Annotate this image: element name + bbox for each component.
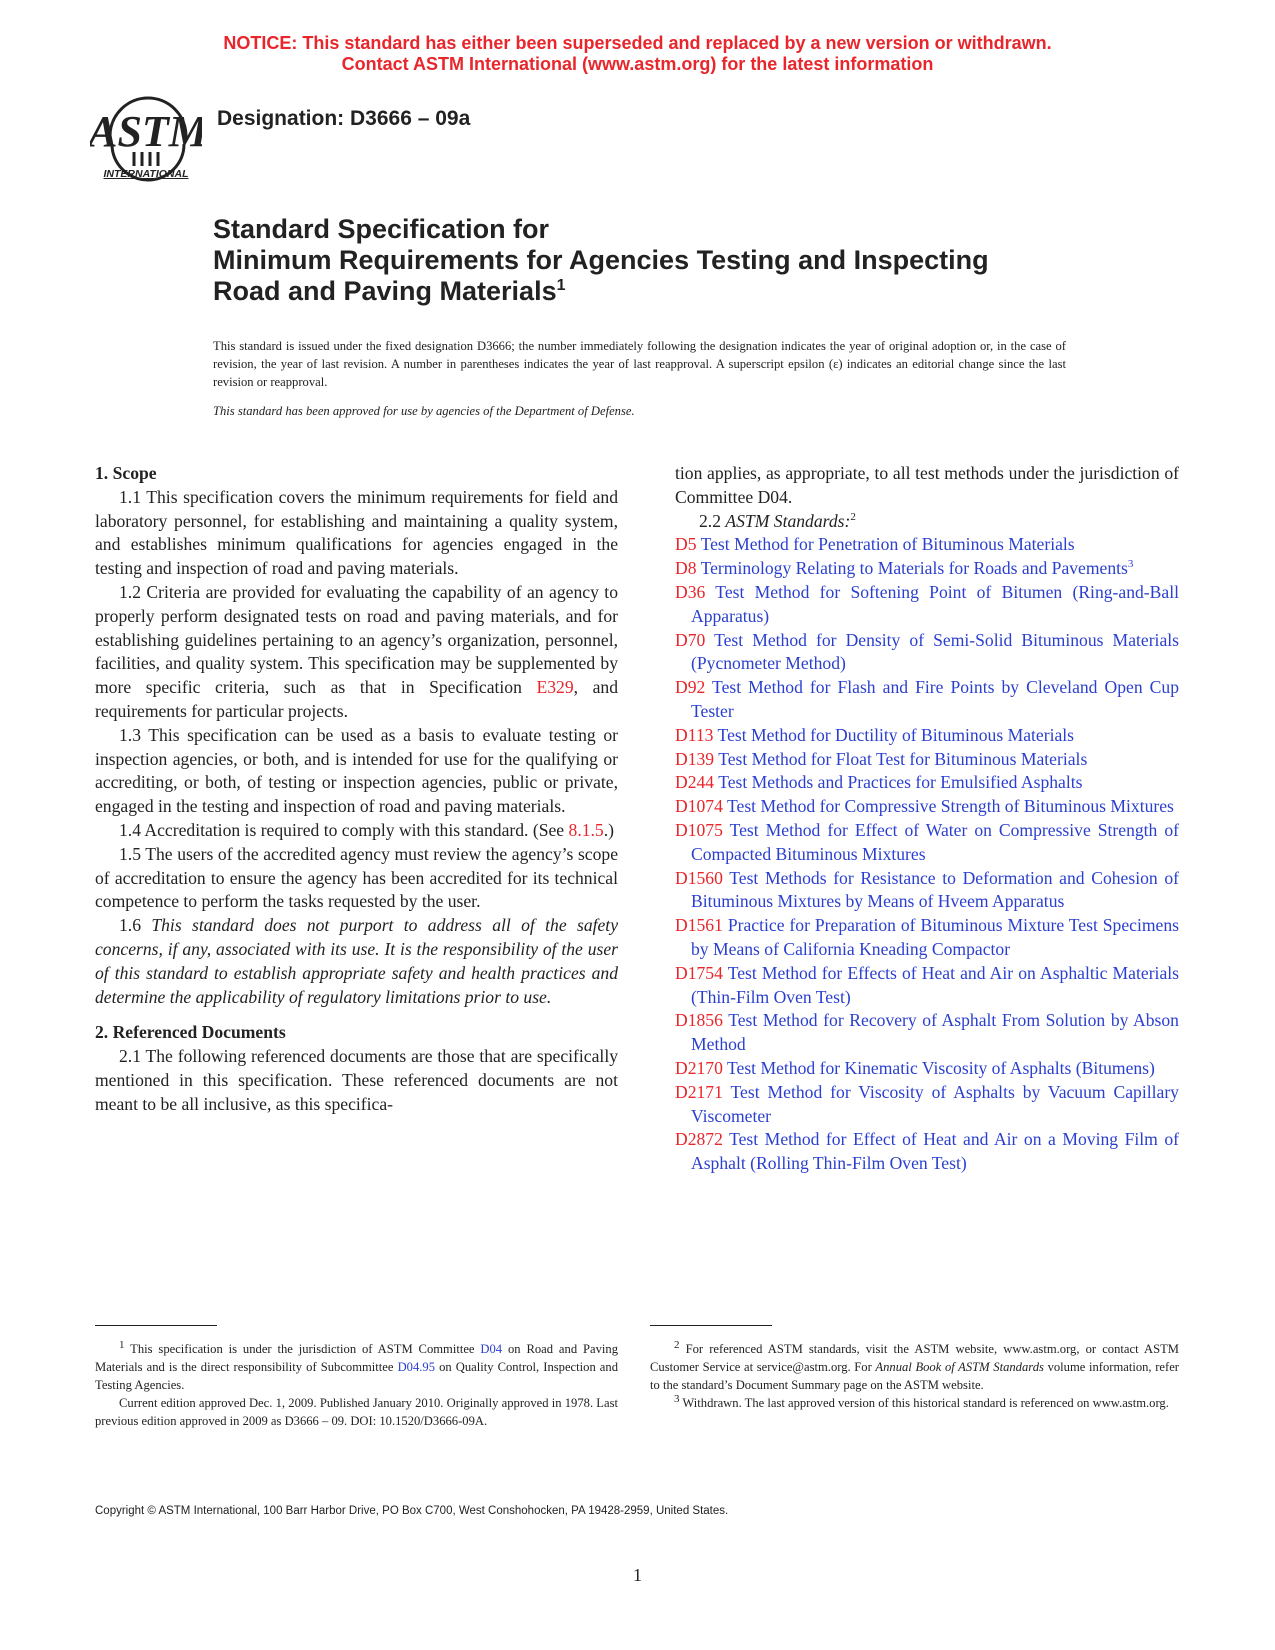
footnote-1	[95, 1340, 618, 1394]
link-8-1-5[interactable]: 8.1.5	[568, 819, 604, 840]
scope-1-1: 1.1 This specification covers the minimum requirements for field and laboratory personnel, for establishing and maintaining a quality system, and establishes minimum qualifications for agencies engaged in the testing and inspection of road and paving materials.	[95, 486, 618, 579]
reference-title-link[interactable]: Test Methods for Resistance to Deformation and Cohesion of Bituminous Mixtures by Means of Hveem Apparatus	[691, 867, 1179, 912]
logo-international-text: INTERNATIONAL	[103, 168, 189, 180]
reference-code-link[interactable]: D5	[675, 534, 697, 555]
footnote-2-mark: 2	[674, 1338, 680, 1351]
scope-1-4	[95, 819, 618, 843]
link-e329[interactable]: E329	[536, 677, 574, 698]
footnote-3-text: Withdrawn. The last approved version of this historical standard is referenced on www.astm.org.	[679, 1396, 1169, 1410]
link-subcommittee-d04-95[interactable]: D04.95	[397, 1360, 435, 1374]
footnote-1-edition: Current edition approved Dec. 1, 2009. Published January 2010. Originally approved in 1978. Last previous edition approved in 2009 as D3666 – 09. DOI: 10.1520/D3666-09A.	[95, 1396, 618, 1428]
footnote-divider-left	[95, 1325, 217, 1326]
reference-title-link[interactable]: Test Methods and Practices for Emulsified Asphalts	[718, 772, 1083, 793]
dod-approval-note: This standard has been approved for use by agencies of the Department of Defense.	[213, 404, 635, 418]
reference-item	[675, 819, 1179, 867]
reference-title-link[interactable]: Test Method for Recovery of Asphalt From Solution by Abson Method	[691, 1010, 1179, 1055]
reference-title-link[interactable]: Test Method for Penetration of Bituminous Materials	[700, 534, 1075, 555]
footnote-1-text-c: on Quality Control, Inspection and Testing Agencies.	[95, 1360, 618, 1392]
reference-title-link[interactable]: Test Method for Softening Point of Bitumen (Ring-and-Ball Apparatus)	[691, 581, 1179, 626]
scope-1-4-text-a: 1.4 Accreditation is required to comply with this standard. (See	[119, 819, 569, 840]
reference-title-link[interactable]: Test Method for Ductility of Bituminous Materials	[717, 724, 1075, 745]
reference-title-link[interactable]: Terminology Relating to Materials for Roads and Pavements	[700, 558, 1128, 579]
reference-title-link[interactable]: Test Method for Kinematic Viscosity of Asphalts (Bitumens)	[727, 1057, 1155, 1078]
title-line-3-text: Road and Paving Materials	[213, 276, 557, 306]
reference-item	[675, 629, 1179, 677]
designation: Designation: D3666 – 09a	[217, 107, 471, 130]
reference-code-link[interactable]: D36	[675, 581, 706, 602]
referenced-standards-list	[675, 533, 1179, 1176]
astm-standards-num: 2.2	[699, 510, 726, 531]
scope-1-5: 1.5 The users of the accredited agency must review the agency’s scope of accreditation to ensure the agency has been accredited for its technical competence to perform the tasks requested by the user.	[95, 843, 618, 912]
svg-text:ASTM: ASTM	[90, 107, 202, 156]
footnote-3-mark: 3	[674, 1392, 680, 1405]
astm-logo-icon	[90, 82, 202, 182]
reference-item	[675, 533, 1179, 557]
footnote-2	[650, 1340, 1179, 1394]
reference-title-link[interactable]: Test Method for Effect of Heat and Air on a Moving Film of Asphalt (Rolling Thin-Film Oven Test)	[691, 1129, 1179, 1174]
astm-standards-text: ASTM Standards:	[725, 510, 851, 531]
scope-1-6-safety-text: This standard does not purport to address all of the safety concerns, if any, associated with its use. It is the responsibility of the user of this standard to establish appropriate safety and health practices and determine the applicability of regulatory limitations prior to use.	[95, 915, 619, 1007]
reference-code-link[interactable]: D2171	[675, 1081, 723, 1102]
reference-title-link[interactable]: Test Method for Compressive Strength of Bituminous Mixtures	[727, 796, 1174, 817]
footnote-1-mark: 1	[119, 1338, 125, 1351]
reference-code-link[interactable]: D2872	[675, 1129, 723, 1150]
reference-title-link[interactable]: Test Method for Float Test for Bituminous Materials	[718, 748, 1088, 769]
footnote-2-text-b: volume information, refer to the standard’s Document Summary page on the ASTM website.	[650, 1360, 1179, 1392]
reference-code-link[interactable]: D139	[675, 748, 715, 769]
page-number: 1	[633, 1565, 642, 1585]
scope-1-2-text-a: 1.2 Criteria are provided for evaluating the capability of an agency to properly perform designated tests on road and paving materials, and for establishing guidelines pertaining to an agency’s organization, personnel, facilities, and quality system. This specification may be supplemented by more specific criteria, such as that in Specification	[95, 581, 618, 698]
reference-item	[675, 676, 1179, 724]
reference-code-link[interactable]: D92	[675, 677, 706, 698]
title-line-1: Standard Specification for	[213, 214, 550, 244]
notice-line-2: Contact ASTM International (www.astm.org) for the latest information	[341, 54, 934, 74]
scope-1-2-text-b: , and requirements for particular projects.	[95, 677, 619, 721]
footnotes-left	[95, 1340, 618, 1430]
reference-title-link[interactable]: Test Method for Density of Semi-Solid Bituminous Materials (Pycnometer Method)	[691, 629, 1179, 674]
reference-title-link[interactable]: Test Method for Viscosity of Asphalts by Vacuum Capillary Viscometer	[691, 1081, 1179, 1126]
reference-item	[675, 914, 1179, 962]
reference-code-link[interactable]: D1856	[675, 1010, 723, 1031]
scope-1-2	[95, 581, 618, 724]
reference-item	[675, 867, 1179, 915]
footnote-2-italic: Annual Book of ASTM Standards	[875, 1360, 1044, 1374]
reference-code-link[interactable]: D8	[675, 558, 697, 579]
footnote-1-text-a: This specification is under the jurisdiction of ASTM Committee	[124, 1342, 481, 1356]
title-footnote-mark[interactable]: 1	[556, 277, 566, 294]
reference-item	[675, 1057, 1179, 1081]
reference-item	[675, 1009, 1179, 1057]
reference-title-link[interactable]: Test Method for Effect of Water on Compressive Strength of Compacted Bituminous Mixtures	[691, 819, 1179, 864]
astm-standards-label	[675, 510, 1179, 534]
superseded-notice	[0, 33, 1275, 75]
scope-1-6	[95, 914, 618, 1009]
footnote-1-text-b: on Road and Paving Materials and is the direct responsibility of Subcommittee	[95, 1342, 618, 1374]
footnote-2-text-a: For referenced ASTM standards, visit the ASTM website, www.astm.org, or contact ASTM Customer Service at service@astm.org. For	[650, 1342, 1179, 1374]
reference-item	[675, 557, 1179, 581]
astm-logo-graphic	[90, 82, 202, 182]
link-committee-d04[interactable]: D04	[480, 1342, 503, 1356]
reference-item	[675, 1081, 1179, 1129]
reference-item	[675, 724, 1179, 748]
left-column	[95, 462, 618, 1117]
reference-footnote-mark[interactable]: 3	[1127, 558, 1134, 571]
reference-item	[675, 962, 1179, 1010]
reference-code-link[interactable]: D1075	[675, 819, 723, 840]
reference-title-link[interactable]: Practice for Preparation of Bituminous Mixture Test Specimens by Means of California Kneading Compactor	[691, 915, 1180, 959]
reference-code-link[interactable]: D1754	[675, 962, 723, 983]
reference-item	[675, 748, 1179, 772]
reference-title-link[interactable]: Test Method for Effects of Heat and Air on Asphaltic Materials (Thin-Film Oven Test)	[691, 962, 1179, 1007]
reference-code-link[interactable]: D113	[675, 724, 714, 745]
reference-title-link[interactable]: Test Method for Flash and Fire Points by Cleveland Open Cup Tester	[691, 677, 1179, 721]
footnote-divider-right	[650, 1325, 772, 1326]
reference-code-link[interactable]: D1074	[675, 796, 723, 817]
reference-code-link[interactable]: D244	[675, 772, 715, 793]
reference-code-link[interactable]: D70	[675, 629, 706, 650]
reference-item	[675, 795, 1179, 819]
referenced-documents-heading: 2. Referenced Documents	[95, 1022, 286, 1043]
referenced-2-1-part-2: tion applies, as appropriate, to all test methods under the jurisdiction of Committee D04.	[675, 463, 1179, 507]
reference-code-link[interactable]: D1561	[675, 915, 723, 936]
document-title	[213, 214, 1113, 307]
copyright-line: Copyright © ASTM International, 100 Barr Harbor Drive, PO Box C700, West Conshohocken, PA 19428-2959, United States.	[95, 1505, 729, 1517]
astm-standards-footnote-mark[interactable]: 2	[850, 510, 856, 523]
footnote-3	[650, 1394, 1179, 1412]
reference-code-link[interactable]: D1560	[675, 867, 723, 888]
reference-code-link[interactable]: D2170	[675, 1057, 723, 1078]
reference-item	[675, 771, 1179, 795]
notice-line-1: NOTICE: This standard has either been superseded and replaced by a new version or withdrawn.	[223, 33, 1052, 53]
referenced-2-1-part-1: 2.1 The following referenced documents are those that are specifically mentioned in this specification. These referenced documents are not meant to be all inclusive, as this specifica-	[95, 1046, 618, 1114]
right-column	[675, 462, 1179, 1176]
title-line-2: Minimum Requirements for Agencies Testing and Inspecting	[213, 245, 989, 275]
issuance-statement: This standard is issued under the fixed designation D3666; the number immediately following the designation indicates the year of original adoption or, in the case of revision, the year of last revision. A number in parentheses indicates the year of last reapproval. A superscript epsilon (ε) indicates an editorial change since the last revision or reapproval.	[213, 339, 1066, 389]
reference-item	[675, 1128, 1179, 1176]
reference-item	[675, 581, 1179, 629]
title-line-3	[213, 276, 1113, 307]
scope-heading: 1. Scope	[95, 463, 157, 483]
scope-1-3: 1.3 This specification can be used as a basis to evaluate testing or inspection agencies, or both, and is intended for use for the qualifying or accrediting, or both, of testing or inspection agencies, public or private, engaged in the testing and inspection of road and paving materials.	[95, 724, 618, 817]
scope-1-6-num: 1.6	[119, 915, 152, 936]
footnotes-right	[650, 1340, 1179, 1412]
scope-1-4-text-b: .)	[603, 819, 614, 840]
